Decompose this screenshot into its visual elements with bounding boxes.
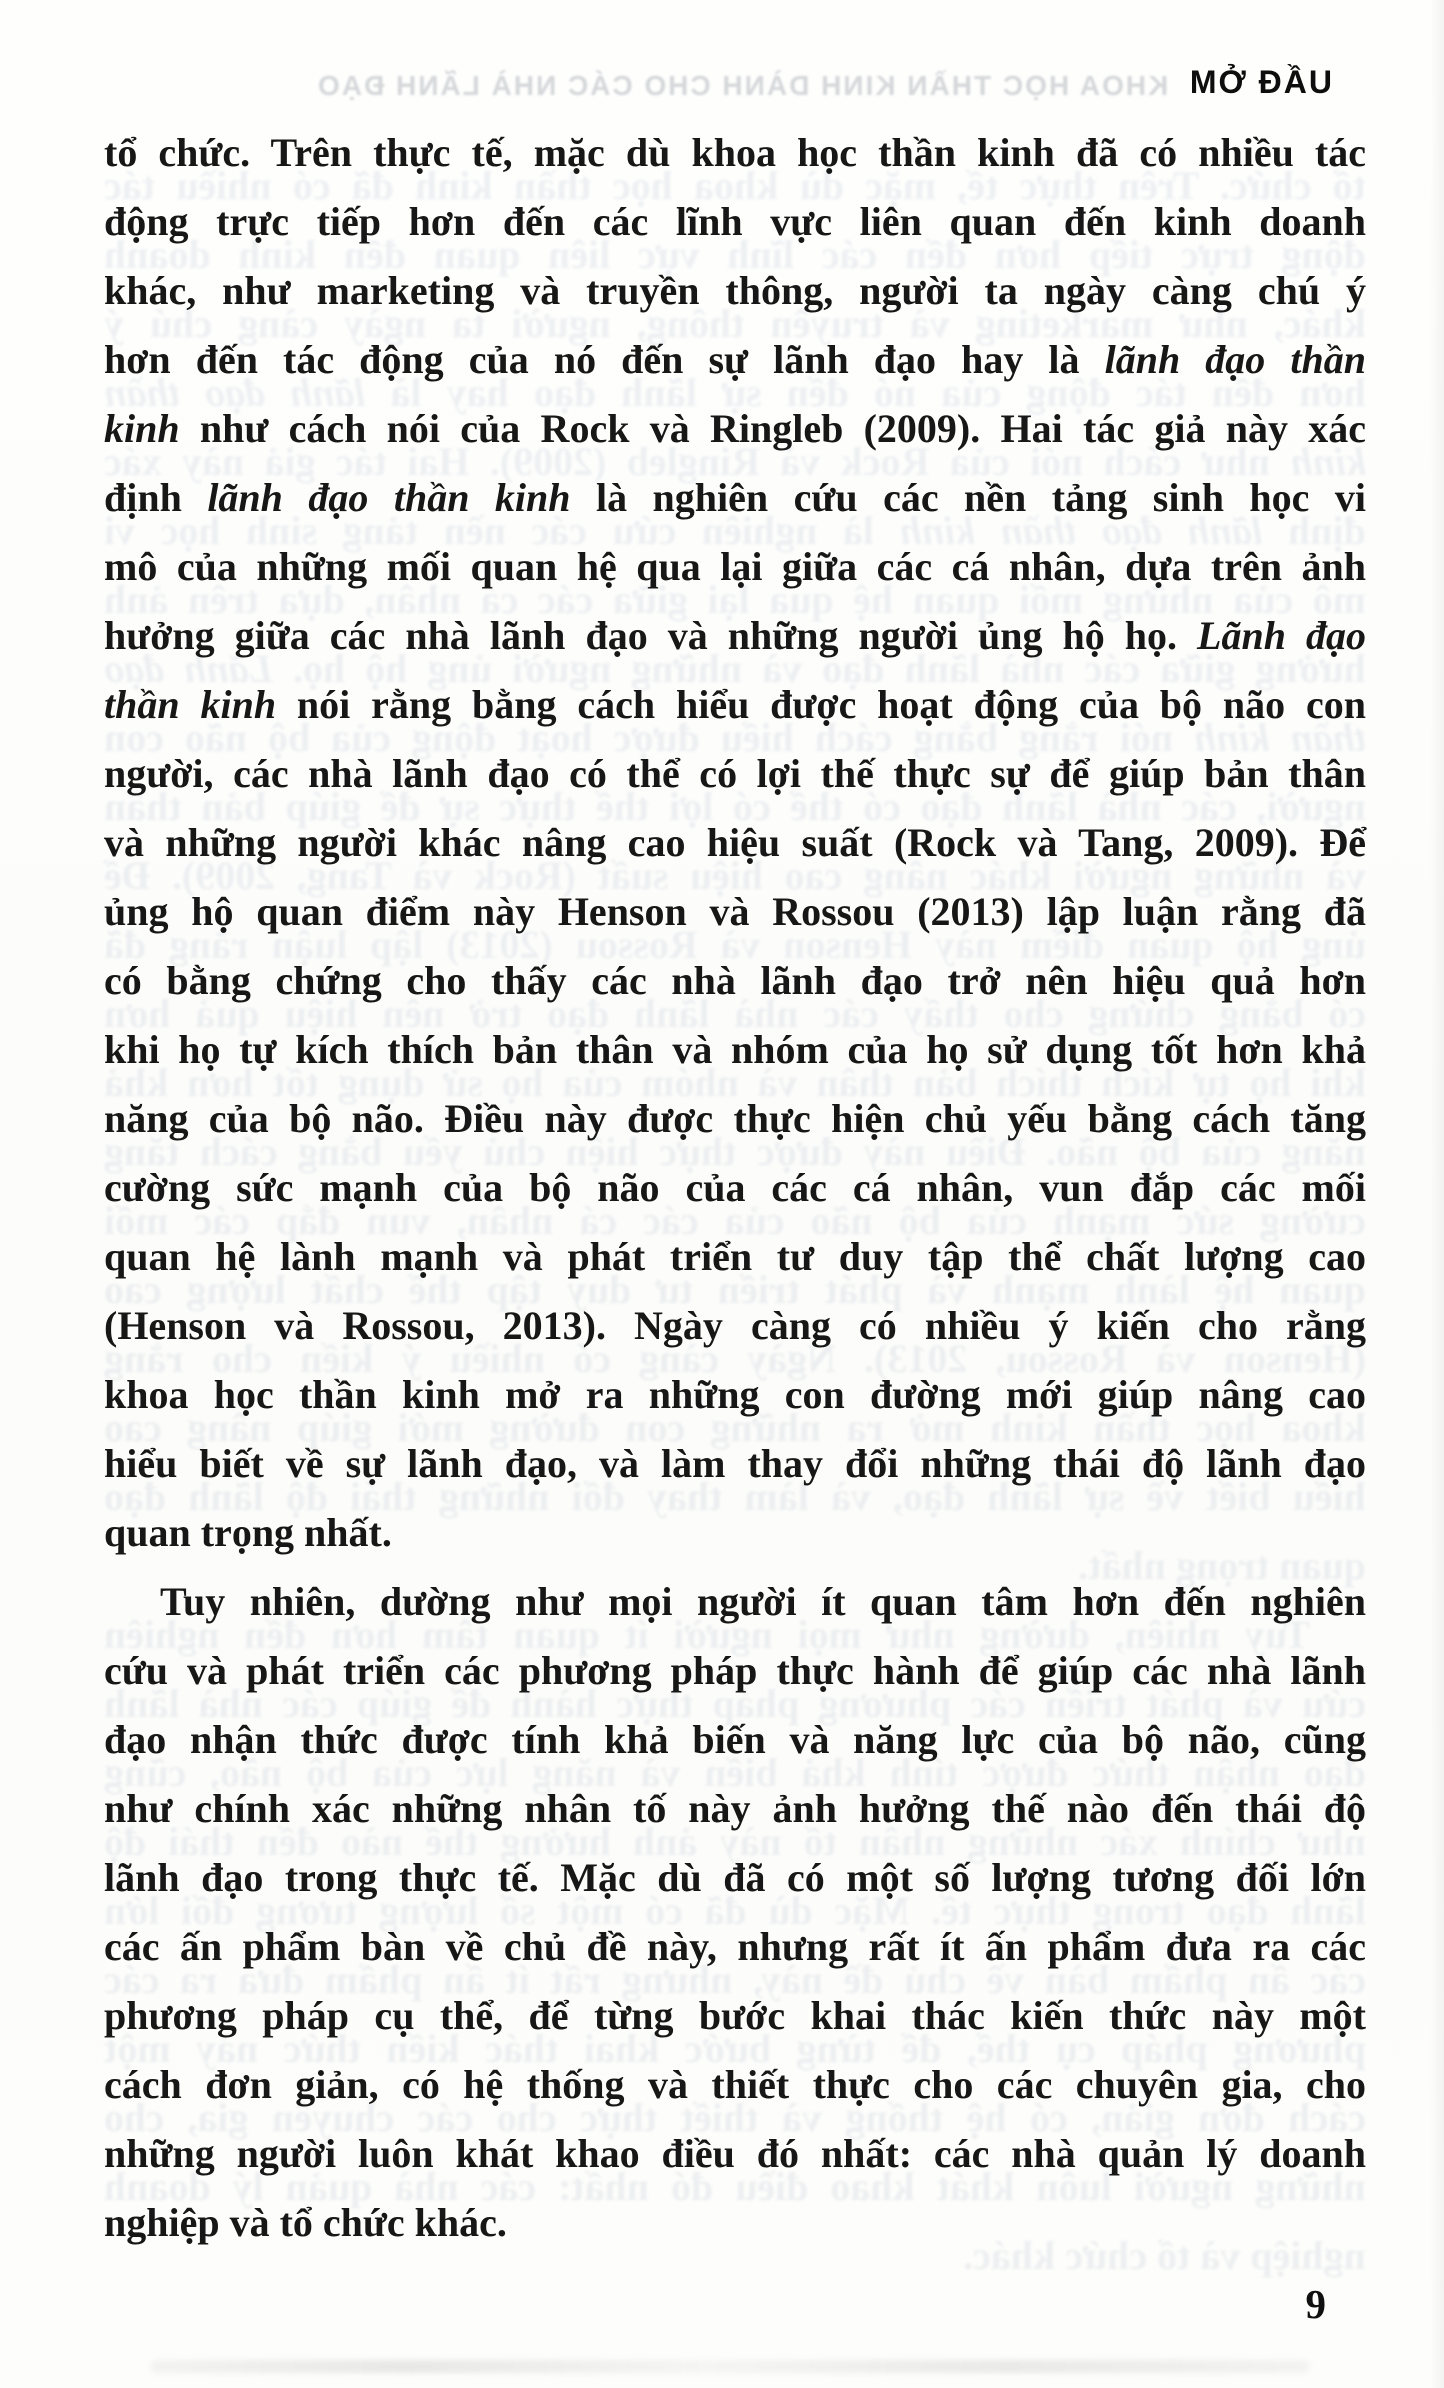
body-line	[104, 1222, 1366, 1291]
text-run: người, các nhà lãnh đạo có thể có lợi thế thực sự để giúp bản thân	[104, 751, 1366, 796]
body-line	[104, 808, 1366, 877]
text-run: các ấn phẩm bàn về chủ đề này, nhưng rất ít ấn phẩm đưa ra các	[104, 1957, 1366, 2002]
text-run: những người luôn khát khao điều đó nhất: các nhà quản lý doanh	[104, 2131, 1366, 2176]
text-run: hiểu biết về sự lãnh đạo, và làm thay đổi những thái độ lãnh đạo	[104, 1441, 1366, 1486]
body-line	[104, 1774, 1366, 1843]
text-run: (Henson và Rossou, 2013). Ngày càng có nhiều ý kiến cho rằng	[104, 1336, 1366, 1381]
text-run: cường sức mạnh của bộ não của các cá nhân, vun đắp các mối	[104, 1198, 1366, 1243]
text-run: động trực tiếp hơn đến các lĩnh vực liên quan đến kinh doanh	[104, 232, 1366, 277]
text-run: năng của bộ não. Điều này được thực hiện chủ yếu bằng cách tăng	[104, 1096, 1366, 1141]
text-run: cứu và phát triển các phương pháp thực hành để giúp các nhà lãnh	[104, 1648, 1366, 1693]
body-line	[104, 394, 1366, 463]
text-run: hơn đến tác động của nó đến sự lãnh đạo hay là	[104, 337, 1105, 382]
body-line	[104, 2188, 1366, 2257]
text-run: mô của những mối quan hệ qua lại giữa các cá nhân, dựa trên ảnh	[104, 577, 1366, 622]
text-run-italic: kinh	[104, 406, 180, 451]
text-run: quan trọng nhất.	[104, 1510, 392, 1555]
body-line	[104, 532, 1366, 601]
text-run: cứu và phát triển các phương pháp thực hành để giúp các nhà lãnh	[104, 1681, 1366, 1726]
text-run: người, các nhà lãnh đạo có thể có lợi thế thực sự để giúp bản thân	[104, 784, 1366, 829]
text-run: và những người khác nâng cao hiệu suất (Rock và Tang, 2009). Để	[104, 820, 1366, 865]
text-run: động trực tiếp hơn đến các lĩnh vực liên quan đến kinh doanh	[104, 199, 1366, 244]
text-run: lãnh đạo trong thực tế. Mặc dù đã có một số lượng tương đối lớn	[104, 1888, 1366, 1933]
text-run: (Henson và Rossou, 2013). Ngày càng có nhiều ý kiến cho rằng	[104, 1303, 1366, 1348]
text-run: hưởng giữa các nhà lãnh đạo và những người ủng hộ họ.	[104, 613, 1198, 658]
text-run: cường sức mạnh của bộ não của các cá nhân, vun đắp các mối	[104, 1165, 1366, 1210]
text-run: phương pháp cụ thể, để từng bước khai thác kiến thức này một	[104, 2026, 1366, 2071]
body-line	[104, 1498, 1366, 1567]
body-line	[104, 601, 1366, 670]
text-run: hiểu biết về sự lãnh đạo, và làm thay đổi những thái độ lãnh đạo	[104, 1474, 1366, 1519]
text-run-italic: thần kinh	[104, 682, 277, 727]
text-run: hơn đến tác động của nó đến sự lãnh đạo hay là	[365, 370, 1366, 415]
text-run: có bằng chứng cho thấy các nhà lãnh đạo trở nên hiệu quả hơn	[104, 991, 1366, 1036]
text-run: nói rằng bằng cách hiểu được hoạt động của bộ não con	[103, 715, 1194, 760]
body-line	[104, 739, 1366, 808]
text-run: các ấn phẩm bàn về chủ đề này, nhưng rất ít ấn phẩm đưa ra các	[104, 1924, 1366, 1969]
text-run: những người luôn khát khao điều đó nhất: các nhà quản lý doanh	[104, 2164, 1366, 2209]
text-run: như cách nói của Rock và Ringleb (2009). Hai tác giả này xác	[104, 439, 1291, 484]
body-line	[104, 1360, 1366, 1429]
text-run: mô của những mối quan hệ qua lại giữa các cá nhân, dựa trên ảnh	[104, 544, 1366, 589]
text-run: đạo nhận thức được tính khả biến và năng lực của bộ não, cũng	[104, 1750, 1366, 1795]
text-run: ủng hộ quan điểm này Henson và Rossou (2013) lập luận rằng đã	[104, 922, 1366, 967]
text-run: hưởng giữa các nhà lãnh đạo và những người ủng hộ họ.	[272, 646, 1366, 691]
body-line	[104, 1705, 1366, 1774]
text-run: cách đơn giản, có hệ thống và thiết thực cho các chuyên gia, cho	[104, 2095, 1366, 2140]
text-run: nói rằng bằng cách hiểu được hoạt động của bộ não con	[276, 682, 1367, 727]
text-run: tổ chức. Trên thực tế, mặc dù khoa học thần kinh đã có nhiều tác	[104, 130, 1366, 175]
body-line	[104, 1567, 1366, 1636]
text-run: ủng hộ quan điểm này Henson và Rossou (2013) lập luận rằng đã	[104, 889, 1366, 934]
body-line	[104, 1291, 1366, 1360]
text-run: tổ chức. Trên thực tế, mặc dù khoa học thần kinh đã có nhiều tác	[104, 163, 1366, 208]
body-line	[104, 1153, 1366, 1222]
body-line	[104, 1015, 1366, 1084]
text-run: đạo nhận thức được tính khả biến và năng lực của bộ não, cũng	[104, 1717, 1366, 1762]
body-line	[104, 877, 1366, 946]
text-run-italic: lãnh đạo thần kinh	[207, 475, 571, 520]
body-line	[104, 1843, 1366, 1912]
text-run-italic: lãnh đạo thần kinh	[899, 508, 1263, 553]
text-run-italic: thần kinh	[1193, 715, 1366, 760]
body-text	[104, 118, 1366, 2257]
text-run: quan hệ lành mạnh và phát triển tư duy tập thể chất lượng cao	[104, 1267, 1366, 1312]
text-run: năng của bộ não. Điều này được thực hiện chủ yếu bằng cách tăng	[104, 1129, 1366, 1174]
text-run: khoa học thần kinh mở ra những con đường mới giúp nâng cao	[104, 1372, 1366, 1417]
text-run: nghiệp và tổ chức khác.	[963, 2233, 1366, 2278]
body-line	[104, 256, 1366, 325]
text-run: là nghiên cứu các nền tảng sinh học vi	[104, 508, 900, 553]
body-line	[104, 1084, 1366, 1153]
text-run: định	[104, 475, 208, 520]
text-run: cách đơn giản, có hệ thống và thiết thực cho các chuyên gia, cho	[104, 2062, 1366, 2107]
text-run: quan hệ lành mạnh và phát triển tư duy tập thể chất lượng cao	[104, 1234, 1366, 1279]
body-line	[104, 1636, 1366, 1705]
bleedthrough-running-title: KHOA HỌC THẦN KINH DÀNH CHO CÁC NHÀ LÃNH ĐẠO	[315, 70, 1168, 101]
text-run: như cách nói của Rock và Ringleb (2009). Hai tác giả này xác	[179, 406, 1366, 451]
text-run: Tuy nhiên, dường như mọi người ít quan tâm hơn đến nghiên	[104, 1612, 1310, 1657]
body-line	[104, 187, 1366, 256]
text-run: quan trọng nhất.	[1078, 1543, 1366, 1588]
text-run: khi họ tự kích thích bản thân và nhóm của họ sử dụng tốt hơn khả	[104, 1027, 1366, 1072]
text-run-italic: lãnh đạo thần	[104, 370, 366, 415]
body-line	[104, 2050, 1366, 2119]
body-line	[104, 118, 1366, 187]
text-run: định	[1262, 508, 1366, 553]
text-run-italic: lãnh đạo thần	[1104, 337, 1366, 382]
text-run: khoa học thần kinh mở ra những con đường mới giúp nâng cao	[104, 1405, 1366, 1450]
text-run: nghiệp và tổ chức khác.	[104, 2200, 507, 2245]
text-run: khi họ tự kích thích bản thân và nhóm của họ sử dụng tốt hơn khả	[104, 1060, 1366, 1105]
text-run: khác, như marketing và truyền thông, người ta ngày càng chú ý	[104, 268, 1366, 313]
text-run: như chính xác những nhân tố này ảnh hưởng thế nào đến thái độ	[104, 1819, 1366, 1864]
footer-scan-smudge	[150, 2360, 1310, 2373]
text-run: phương pháp cụ thể, để từng bước khai thác kiến thức này một	[104, 1993, 1366, 2038]
text-run: là nghiên cứu các nền tảng sinh học vi	[570, 475, 1366, 520]
body-line	[104, 463, 1366, 532]
body-line	[104, 2119, 1366, 2188]
text-run: khác, như marketing và truyền thông, người ta ngày càng chú ý	[104, 301, 1366, 346]
text-run: có bằng chứng cho thấy các nhà lãnh đạo trở nên hiệu quả hơn	[104, 958, 1366, 1003]
running-header-section-label: MỞ ĐẦU	[1189, 64, 1334, 100]
body-line	[104, 670, 1366, 739]
text-run-italic: Lãnh đạo	[1197, 613, 1366, 658]
body-line	[104, 325, 1366, 394]
body-line	[104, 946, 1366, 1015]
text-run-italic: kinh	[1290, 439, 1366, 484]
body-line	[104, 1429, 1366, 1498]
text-run: Tuy nhiên, dường như mọi người ít quan tâm hơn đến nghiên	[160, 1579, 1366, 1624]
body-line	[104, 1981, 1366, 2050]
body-line	[104, 1912, 1366, 1981]
page-edge-shading	[1430, 0, 1444, 2388]
text-run: và những người khác nâng cao hiệu suất (Rock và Tang, 2009). Để	[104, 853, 1366, 898]
page-number: 9	[1305, 2281, 1326, 2327]
text-run: như chính xác những nhân tố này ảnh hưởng thế nào đến thái độ	[104, 1786, 1366, 1831]
text-run-italic: Lãnh đạo	[104, 646, 273, 691]
text-run: lãnh đạo trong thực tế. Mặc dù đã có một số lượng tương đối lớn	[104, 1855, 1366, 1900]
